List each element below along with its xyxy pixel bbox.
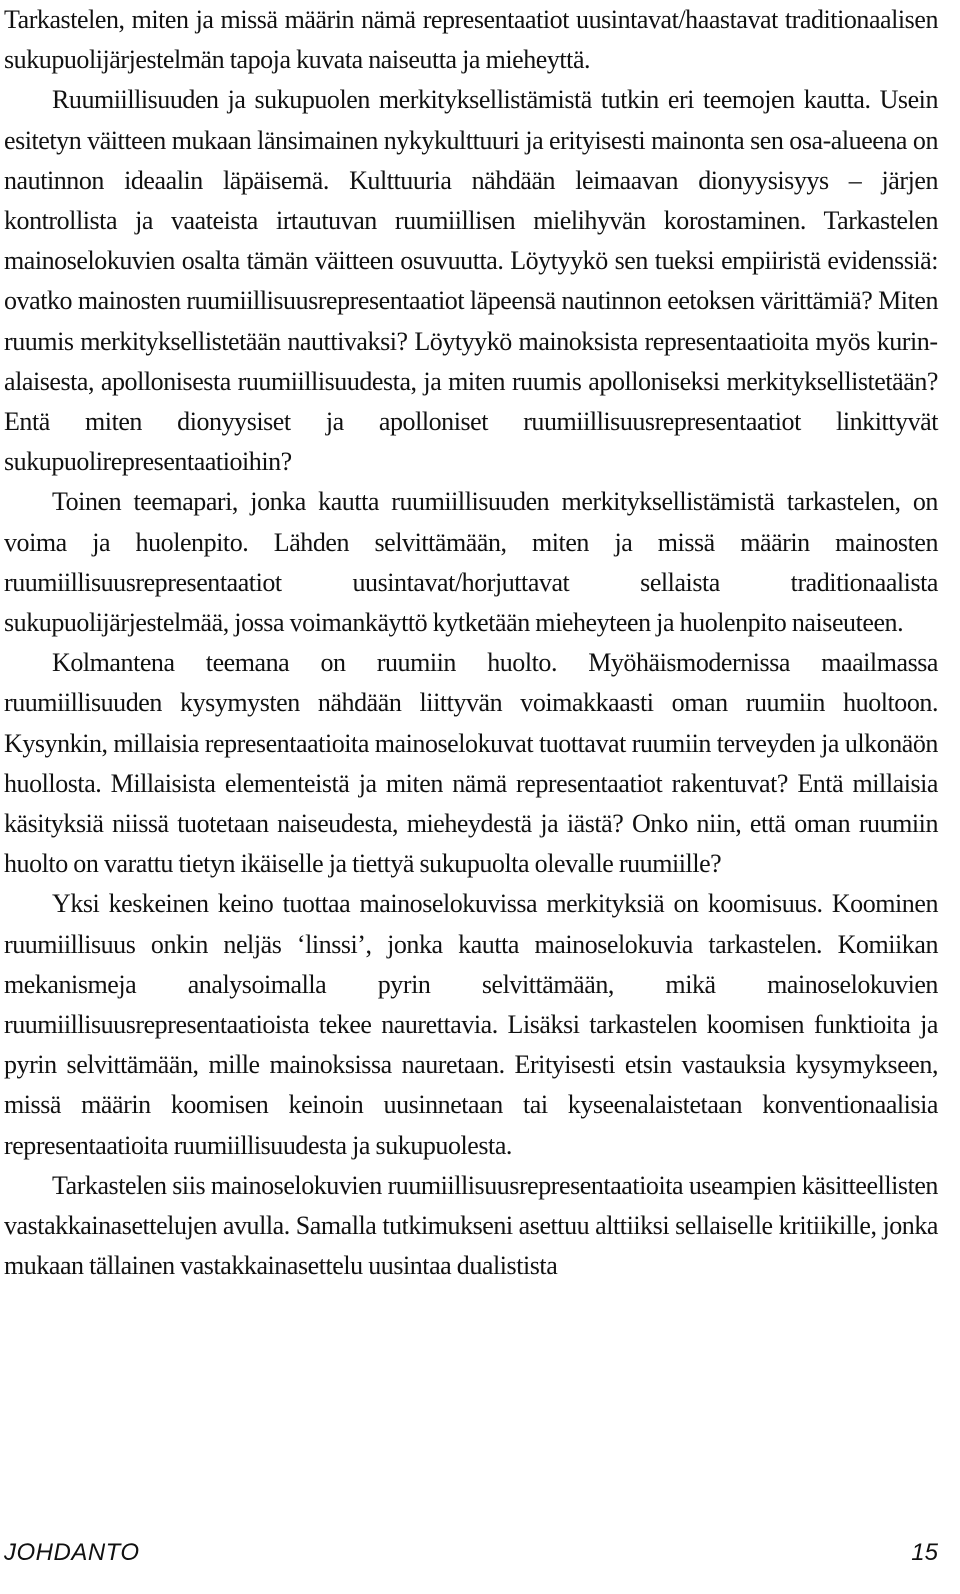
paragraph: Tarkastelen, miten ja missä määrin nämä representaatiot uusintavat/haastavat traditionaalisen sukupuolijärjestelmän tapoja kuvata naiseutta ja mieheyttä. (4, 5, 938, 75)
paragraph: Kolmantena teemana on ruumiin huolto. Myöhäismodernissa maailmassa ruumiillisuuden kysymysten nähdään liittyvän voimakkaasti oman ruumiin huoltoon. Kysynkin, millaisia representaatioita mainoselokuvat tuottavat ruumiin terveyden ja ulkonäön huollosta. Millaisista elementeistä ja miten nämä representaatiot rakentuvat? Entä millaisia käsityksiä niissä tuotetaan naiseudesta, mieheydestä ja iästä? Onko niin, että oman ruumiin huolto on varattu tietyn ikäiselle ja tiettyä sukupuolta olevalle ruumiille? (4, 648, 938, 879)
paragraph: Yksi keskeinen keino tuottaa mainoselokuvissa merkityksiä on koomisuus. Koominen ruumiillisuus onkin neljäs ‘linssi’, jonka kautta mainoselokuvia tarkastelen. Komiikan mekanismeja analysoimalla pyrin selvittämään, mikä mainoselokuvien ruumiillisuusrepresentaatioista tekee naurettavia. Lisäksi tarkastelen koomisen funktioita ja pyrin selvittämään, mille mainoksissa nauretaan. Erityisesti etsin vastauksia kysymykseen, missä määrin koomisen keinoin uusinnetaan tai kyseenalaistetaan konventionaalisia representaatioita ruumiillisuudesta ja sukupuolesta. (4, 889, 938, 1160)
page-number: 15 (911, 1539, 938, 1566)
running-footer-section: JOHDANTO (4, 1539, 140, 1566)
page-footer (4, 1539, 938, 1579)
document-page (4, 0, 938, 1594)
paragraph: Ruumiillisuuden ja sukupuolen merkityksellistämistä tutkin eri teemojen kautta. Usein esitetyn väitteen mukaan länsimainen nykykulttuuri ja erityisesti mainonta sen osa-alueena on nautinnon ideaalin läpäisemä. Kulttuuria nähdään leimaavan dionyysisyys – järjen kontrollista ja vaateista irtautuvan ruumiillisen mielihyvän korostaminen. Tarkastelen mainoselokuvien osalta tämän väitteen osuvuutta. Löytyykö sen tueksi empiiristä evidenssiä: ovatko mainosten ruumiillisuusrepresentaatiot läpeensä nautinnon eetoksen värittämiä? Miten ruumis merkityksellistetään nauttivaksi? Löytyykö mainoksista representaatioita myös kurinalaisesta, apollonisesta ruumiillisuudesta, ja miten ruumis apolloniseksi merkityksellistetään? Entä miten dionyysiset ja apolloniset ruumiillisuusrepresentaatiot linkittyvät sukupuolirepresentaatioihin? (4, 85, 938, 477)
paragraph: Toinen teemapari, jonka kautta ruumiillisuuden merkityksellistämistä tarkastelen, on voima ja huolenpito. Lähden selvittämään, miten ja missä määrin mainosten ruumiillisuusrepresentaatiot uusintavat/horjuttavat sellaista traditionaalista sukupuolijärjestelmää, jossa voimankäyttö kytketään mieheyteen ja huolenpito naiseuteen. (4, 487, 938, 638)
paragraph: Tarkastelen siis mainoselokuvien ruumiillisuusrepresentaatioita useampien käsitteellisten vastakkainasettelujen avulla. Samalla tutkimukseni asettuu alttiiksi sellaiselle kritiikille, jonka mukaan tällainen vastakkainasettelu uusintaa dualistista (4, 1170, 938, 1281)
body-text (4, 0, 938, 1287)
